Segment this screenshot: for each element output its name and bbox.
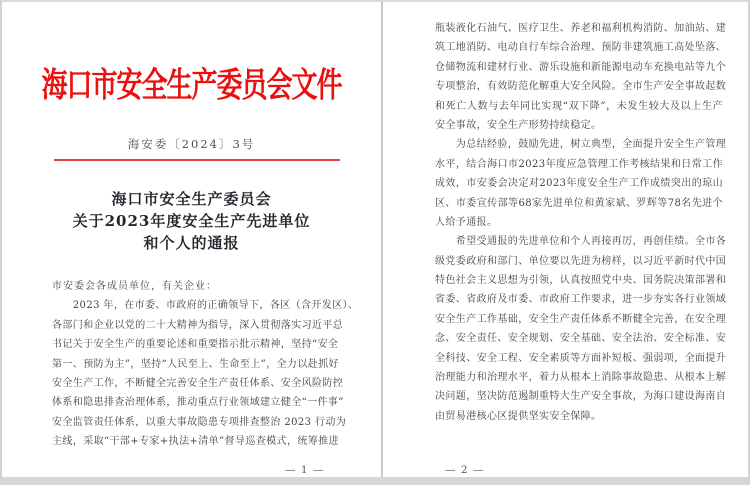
body-line: 水平，结合海口市2023年度应急管理工作考核结果和日常工作 bbox=[435, 158, 723, 170]
body-line: 和死亡人数与去年同比实现“双下降”，未发生较大及以上生产 bbox=[435, 100, 723, 112]
page-2 bbox=[383, 2, 750, 479]
body-line: 决问题，坚决防范遏制重特大生产安全事故，为海口建设海南自 bbox=[435, 391, 727, 403]
body-line: 安全生产工作，不断健全完善安全生产责任体系、安全风险防控 bbox=[52, 377, 344, 389]
red-header-title: 海口市安全生产委员会文件 bbox=[41, 65, 342, 106]
page-number-2: — 2 — bbox=[445, 464, 485, 476]
page-1-body bbox=[52, 277, 359, 452]
body-line: 各部门和企业以党的二十大精神为指导，深入贯彻落实习近平总 bbox=[52, 319, 344, 331]
body-line: 级党委政府和部门、单位要以先进为榜样，以习近平新时代中国 bbox=[435, 255, 727, 267]
document-number: 海安委〔2024〕3号 bbox=[127, 137, 256, 151]
page-1 bbox=[2, 2, 381, 479]
salutation: 市安委会各成员单位，有关企业： bbox=[52, 281, 217, 292]
body-line: 安全事故，安全生产形势持续稳定。 bbox=[435, 119, 602, 131]
document-title bbox=[2, 188, 381, 254]
body-line: 希望受通报的先进单位和个人再接再厉，再创佳绩。全市各 bbox=[435, 236, 727, 248]
body-line: 成效，市安委会决定对2023年度安全生产工作成绩突出的琼山 bbox=[435, 178, 723, 190]
page-divider bbox=[381, 2, 383, 479]
body-line: 体系和隐患排查治理体系，推动重点行业领域建立健全“一件事” bbox=[52, 397, 344, 409]
body-line: 仓储物流和建材行业、游乐设施和新能源电动车充换电站等九个 bbox=[435, 61, 727, 73]
page-number-1: — 1 — bbox=[285, 464, 325, 476]
body-line: 人给予通报。 bbox=[435, 216, 498, 228]
document-title-line-3: 和个人的通报 bbox=[143, 234, 240, 252]
body-line: 瓶装液化石油气、医疗卫生、养老和福利机构消防、加油站、建 bbox=[435, 23, 727, 34]
page-2-body bbox=[435, 19, 727, 426]
body-line: 书记关于安全生产的重要论述和重要指示批示精神，坚持“安全 bbox=[52, 339, 339, 351]
body-line: 主线，采取“干部+专家+执法+清单”督导巡查模式，统筹推进 bbox=[52, 436, 339, 448]
body-line: 治理能力和治理水平，着力从根本上消除事故隐患、从根本上解 bbox=[435, 372, 727, 384]
body-line: 由贸易港核心区提供坚实安全保障。 bbox=[435, 410, 602, 422]
body-line: 2023 年，在市委、市政府的正确领导下，各区（含开发区）、 bbox=[52, 300, 359, 312]
body-line: 筑工地消防、电动自行车综合治理、预防非建筑施工高处坠落、 bbox=[435, 42, 727, 54]
body-line: 省委、省政府及市委、市政府工作要求，进一步夯实各行业领域 bbox=[435, 294, 727, 306]
body-line: 为总结经验，鼓励先进，树立典型，全面提升安全生产管理 bbox=[435, 139, 727, 151]
body-line: 专项整治，有效防范化解重大安全风险。全市生产安全事故起数 bbox=[435, 81, 727, 93]
body-line: 安全生产工作基础，安全生产责任体系不断健全完善，在安全理 bbox=[435, 313, 727, 325]
red-divider-rule bbox=[54, 159, 340, 161]
scan-bottom-edge bbox=[2, 477, 750, 485]
body-line: 安全监管责任体系，以重大事故隐患专项排查整治 2023 行动为 bbox=[52, 416, 347, 428]
body-line: 全科技、安全工程、安全素质等方面补短板、强弱项，全面提升 bbox=[435, 352, 727, 364]
body-line: 第一、预防为主”，坚持“人民至上、生命至上”，全力以赴抓好 bbox=[52, 358, 339, 370]
document-title-line-1: 海口市安全生产委员会 bbox=[111, 190, 272, 208]
body-line: 区、市委宣传部等68家先进单位和黄家斌、罗辉等78名先进个 bbox=[435, 197, 723, 209]
body-line: 念、安全责任、安全规划、安全基础、安全法治、安全标准、安 bbox=[435, 333, 727, 345]
document-title-line-2: 关于2023年度安全生产先进单位 bbox=[72, 212, 311, 230]
body-line: 特色社会主义思想为引领，认真按照党中央、国务院决策部署和 bbox=[435, 275, 727, 287]
